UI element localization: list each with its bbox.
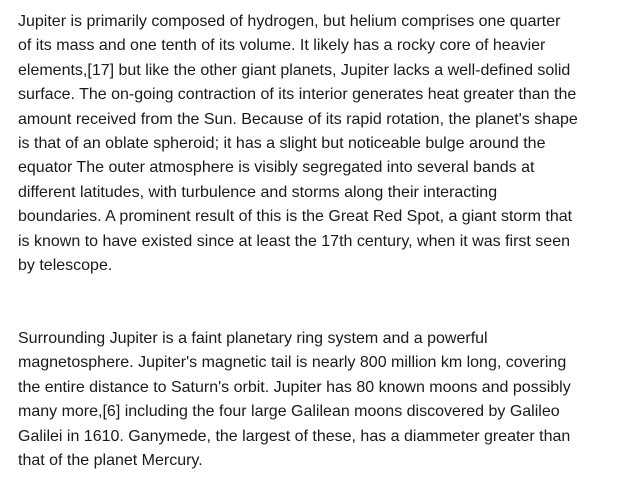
text-line: amount received from the Sun. Because of its rapid rotation, the planet's shape [18, 110, 578, 128]
text-line: different latitudes, with turbulence and storms along their interacting [18, 183, 498, 201]
text-line: Surrounding Jupiter is a faint planetary ring system and a powerful [18, 330, 488, 348]
paragraph-1 [18, 10, 626, 278]
text-line: by telescope. [18, 256, 113, 274]
text-line: equator The outer atmosphere is visibly segregated into several bands at [18, 159, 535, 177]
text-line: is that of an oblate spheroid; it has a slight but noticeable bulge around the [18, 134, 546, 152]
text-line: many more,[6] including the four large Galilean moons discovered by Galileo [18, 403, 560, 421]
paragraph-spacer [18, 278, 626, 327]
text-line: Jupiter is primarily composed of hydrogen, but helium comprises one quarter [18, 13, 561, 30]
text-line: that of the planet Mercury. [18, 452, 203, 470]
text-line: elements,[17] but like the other giant planets, Jupiter lacks a well-defined solid [18, 61, 571, 79]
text-line: of its mass and one tenth of its volume. It likely has a rocky core of heavier [18, 37, 546, 55]
paragraph-2 [18, 327, 626, 473]
text-line: magnetosphere. Jupiter's magnetic tail is nearly 800 million km long, covering [18, 354, 567, 372]
document-body [18, 10, 626, 473]
text-line: Galilei in 1610. Ganymede, the largest of these, has a diammeter greater than [18, 427, 571, 445]
text-line: is known to have existed since at least the 17th century, when it was first seen [18, 232, 570, 250]
text-line: surface. The on-going contraction of its interior generates heat greater than the [18, 86, 577, 104]
text-line: the entire distance to Saturn's orbit. Jupiter has 80 known moons and possibly [18, 378, 571, 396]
text-line: boundaries. A prominent result of this is the Great Red Spot, a giant storm that [18, 208, 573, 226]
